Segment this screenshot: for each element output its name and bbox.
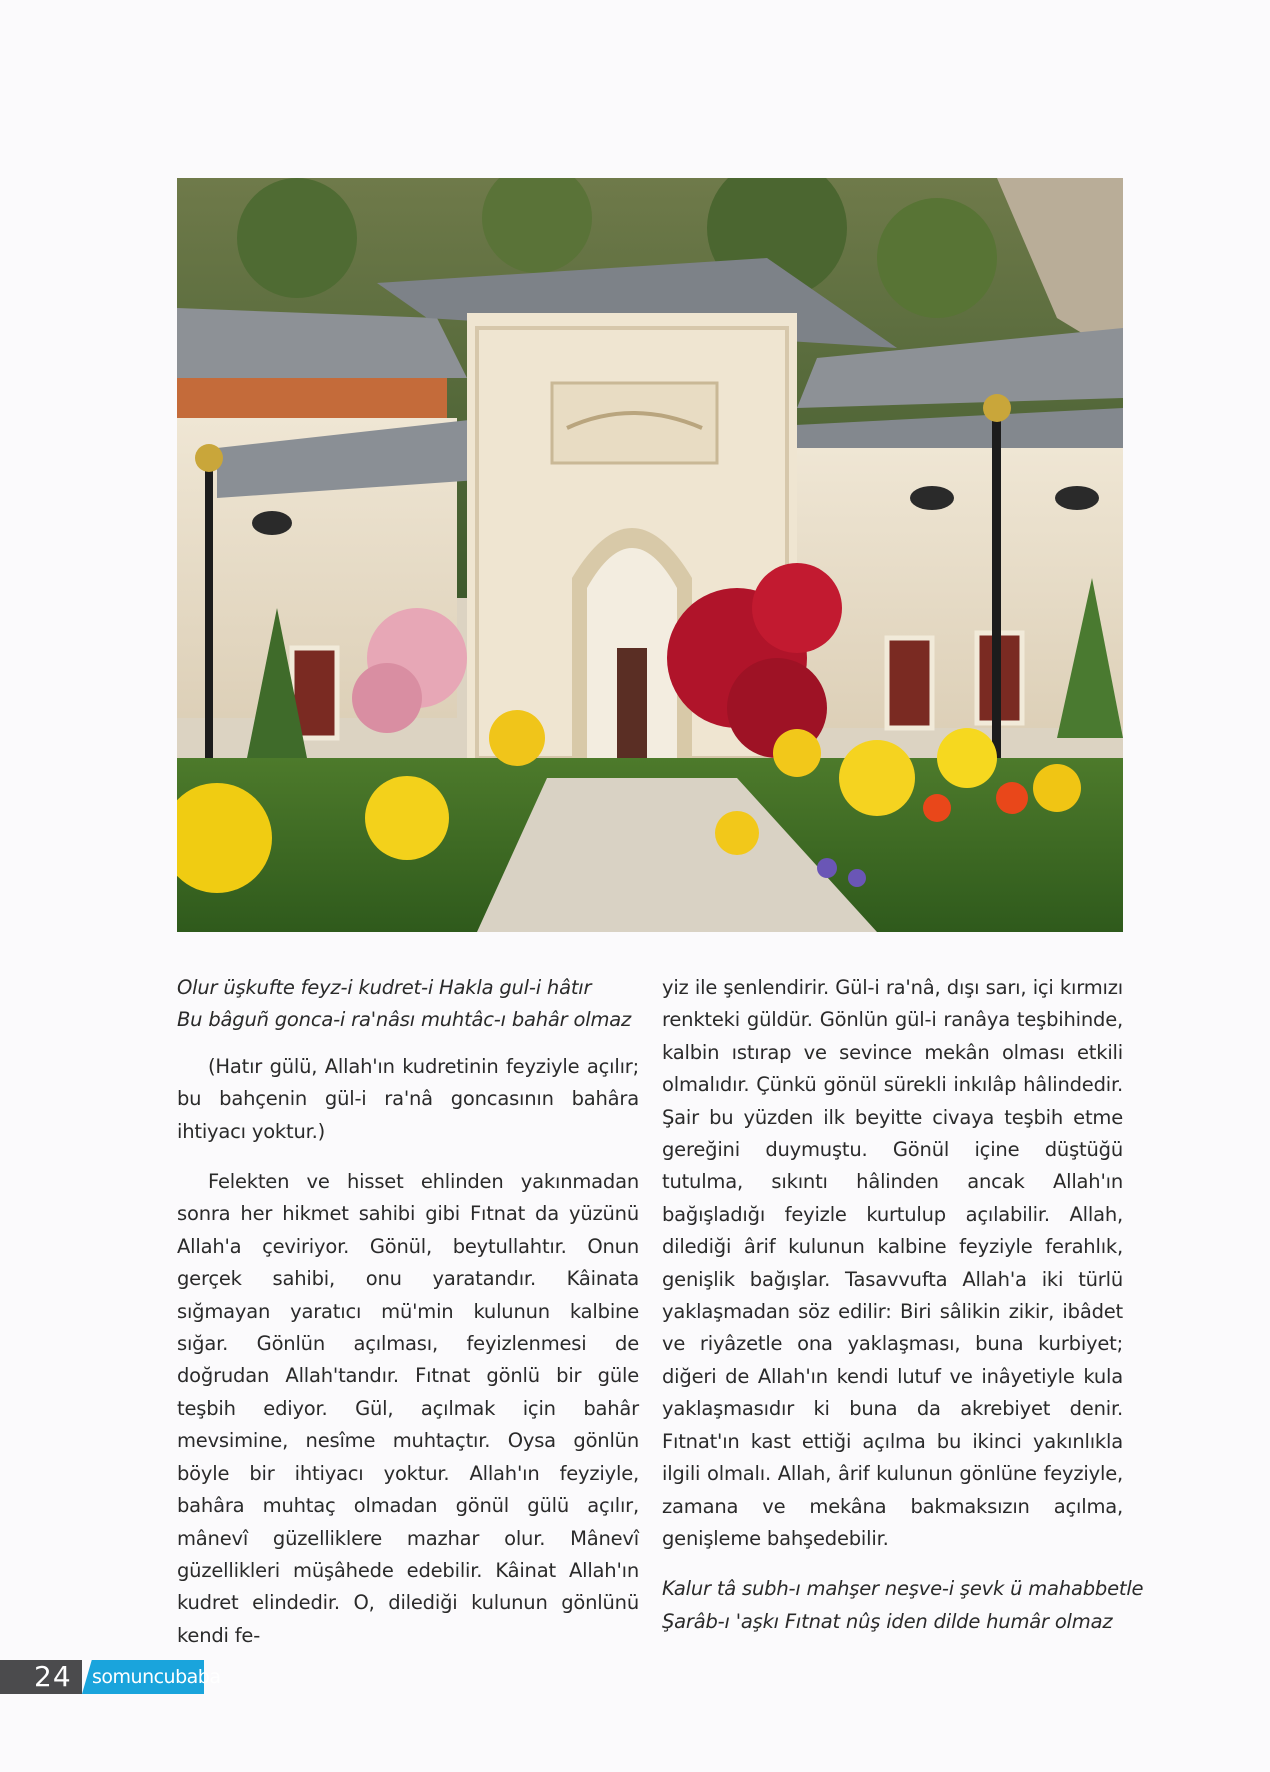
page-number: 24 [34, 1660, 72, 1693]
right-column [662, 972, 1144, 1638]
verse-line: Olur üşkufte feyz-i kudret-i Hakla gul-i hâtır [177, 976, 592, 999]
mosque-courtyard-photo [177, 178, 1123, 932]
page-footer [0, 1660, 221, 1694]
body-paragraph: Felekten ve hisset ehlinden yakınmadan sonra her hikmet sahibi gibi Fıtnat da yüzünü Allah'a çeviriyor. Gönül, beytullahtır. Onun gerçek sahibi, onu yaratandır. Kâinata sığmayan yaratıcı mü'min kulunun kalbine sığar. Gönlün açılması, feyizlenmesi de doğrudan Allah'tandır. Fıtnat gönlü bir güle teşbih ediyor. Gül, açılmak için bahâr mevsimine, nesîme muhtaçtır. Oysa gönlün böyle bir ihtiyacı yoktur. Allah'ın feyziyle, bahâra muhtaç olmadan gönül gülü açılır, mânevî güzelliklere mazhar olur. Mânevî güzellikleri müşâhede edebilir. Kâinat Allah'ın kudret elindedir. O, dilediği kulunun gönlünü kendi fe- [177, 1170, 639, 1647]
left-column [177, 972, 639, 1652]
body-paragraph: yiz ile şenlendirir. Gül-i ra'nâ, dışı sarı, içi kırmızı renkteki güldür. Gönlün gül-i ranâya teşbihinde, kalbin ıstırap ve sevince mekân olması etkili olmalıdır. Çünkü gönül sürekli inkılâp hâlindedir. Şair bu yüzden ilk beyitte civaya teşbih etme gereğini duymuştu. Gönül içine düştüğü tutulma, sıkıntı hâlinden ancak Allah'ın bağışladığı feyizle kurtulup açılabilir. Allah, dilediği ârif kulunun kalbine feyziyle ferahlık, genişlik bağışlar. Tasavvufta Allah'a iki türlü yaklaşmadan söz edilir: Biri sâlikin zikir, ibâdet ve riyâzetle ona yaklaşması, buna kurbiyet; diğeri de Allah'ın kendi lutuf ve inâyetiyle kula yaklaşmasıdır ki buna da akrebiyet denir. Fıtnat'ın kast ettiği açılma bu ikinci yakınlıkla ilgili olmalı. Allah, ârif kulunun gönlüne feyziyle, zamana ve mekâna bakmaksızın açılma, genişleme bahşedebilir. [662, 976, 1123, 1550]
verse-line: Kalur tâ subh-ı mahşer neşve-i şevk ü mahabbetle [662, 1577, 1144, 1601]
verse-translation: (Hatır gülü, Allah'ın kudretinin feyziyle açılır; bu bahçenin gül-i ra'nâ goncasının bahâra ihtiyacı yoktur.) [177, 1054, 639, 1143]
verse-line: Şarâb-ı 'aşkı Fıtnat nûş iden dilde humâr olmaz [662, 1609, 1113, 1633]
verse-line: Bu bâguñ gonca-i ra'nâsı muhtâc-ı bahâr olmaz [177, 1008, 632, 1032]
brand-name: somuncubaba [92, 1666, 221, 1688]
mosque-courtyard-illustration [177, 178, 1123, 932]
